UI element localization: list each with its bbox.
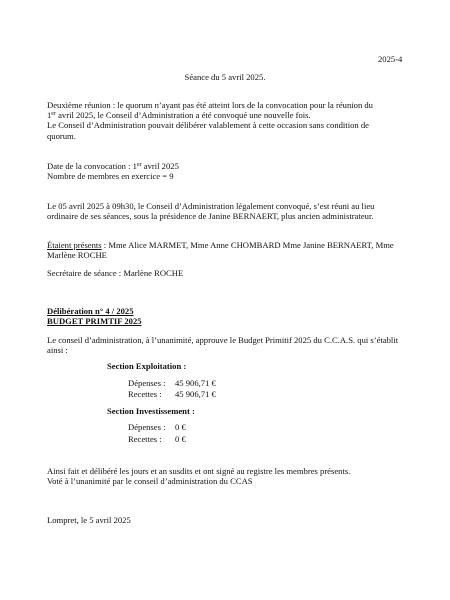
session-title: Séance du 5 avril 2025. [184,72,266,82]
convocation-info [47,161,405,181]
attendance-paragraph [47,240,405,260]
secretary-line: Secrétaire de séance : Marlène ROCHE [47,268,184,278]
intro-line: Le Conseil d’Administration pouvait délibérer valablement à cette occasion sans condition de [47,120,369,131]
closing-line: Voté à l’unanimité par le conseil d’administration du CCAS [47,476,253,487]
recettes-label: Recettes : [128,434,162,444]
intro-line: Deuxième réunion : le quorum n’ayant pas été atteint lors de la convocation pour la réunion du [47,100,373,110]
depenses-value: 0 € [175,422,186,432]
deliberation-subject: BUDGET PRIMTIF 2025 [47,316,142,327]
recettes-value: 0 € [175,434,186,444]
depenses-label: Dépenses : [128,378,166,388]
convocation-date: Date de la convocation : 1er avril 2025 [47,161,179,171]
attendance-label: Étaient présents [47,240,102,250]
investissement-depenses-row [128,422,186,432]
meeting-paragraph: Le 05 avril 2025 à 09h30, le Conseil d’Administration légalement convoqué, s’est réuni au lieu ordinaire de ses séances, sous la présidence de Janine BERNAERT, plus ancien administrateur. [47,201,375,222]
deliberation-number: Délibération n° 4 / 2025 [47,306,134,316]
closing-line: Ainsi fait et délibéré les jours et an susdits et ont signé au registre les membres présents. [47,466,351,476]
section-exploitation-title: Section Exploitation : [107,361,187,371]
section-investissement-title: Section Investissement : [107,406,195,416]
recettes-label: Recettes : [128,389,162,399]
exploitation-depenses-row [128,378,216,388]
members-count: Nombre de membres en exercice = 9 [47,171,174,182]
place-date: Lompret, le 5 avril 2025 [47,515,131,525]
deliberation-heading [47,306,405,326]
exploitation-recettes-row [128,389,216,399]
depenses-value: 45 906,71 € [175,378,216,388]
recettes-value: 45 906,71 € [175,389,216,399]
attendance-names: : Mme Alice MARMET, Mme Anne CHOMBARD Mme Janine BERNAERT, Mme Marlène ROCHE [47,240,394,261]
document-reference: 2025-4 [378,54,403,64]
intro-line: quorum. [47,130,76,141]
investissement-recettes-row [128,434,186,444]
depenses-label: Dépenses : [128,422,166,432]
intro-paragraph [47,100,405,141]
deliberation-text: Le conseil d’administration, à l’unanimité, approuve le Budget Primitif 2025 du C.C.A.S. qui s’établit ainsi : [47,335,399,356]
closing-paragraph [47,466,405,486]
intro-line: 1er avril 2025, le Conseil d’Administration a été convoqué une nouvelle fois. [47,110,311,121]
